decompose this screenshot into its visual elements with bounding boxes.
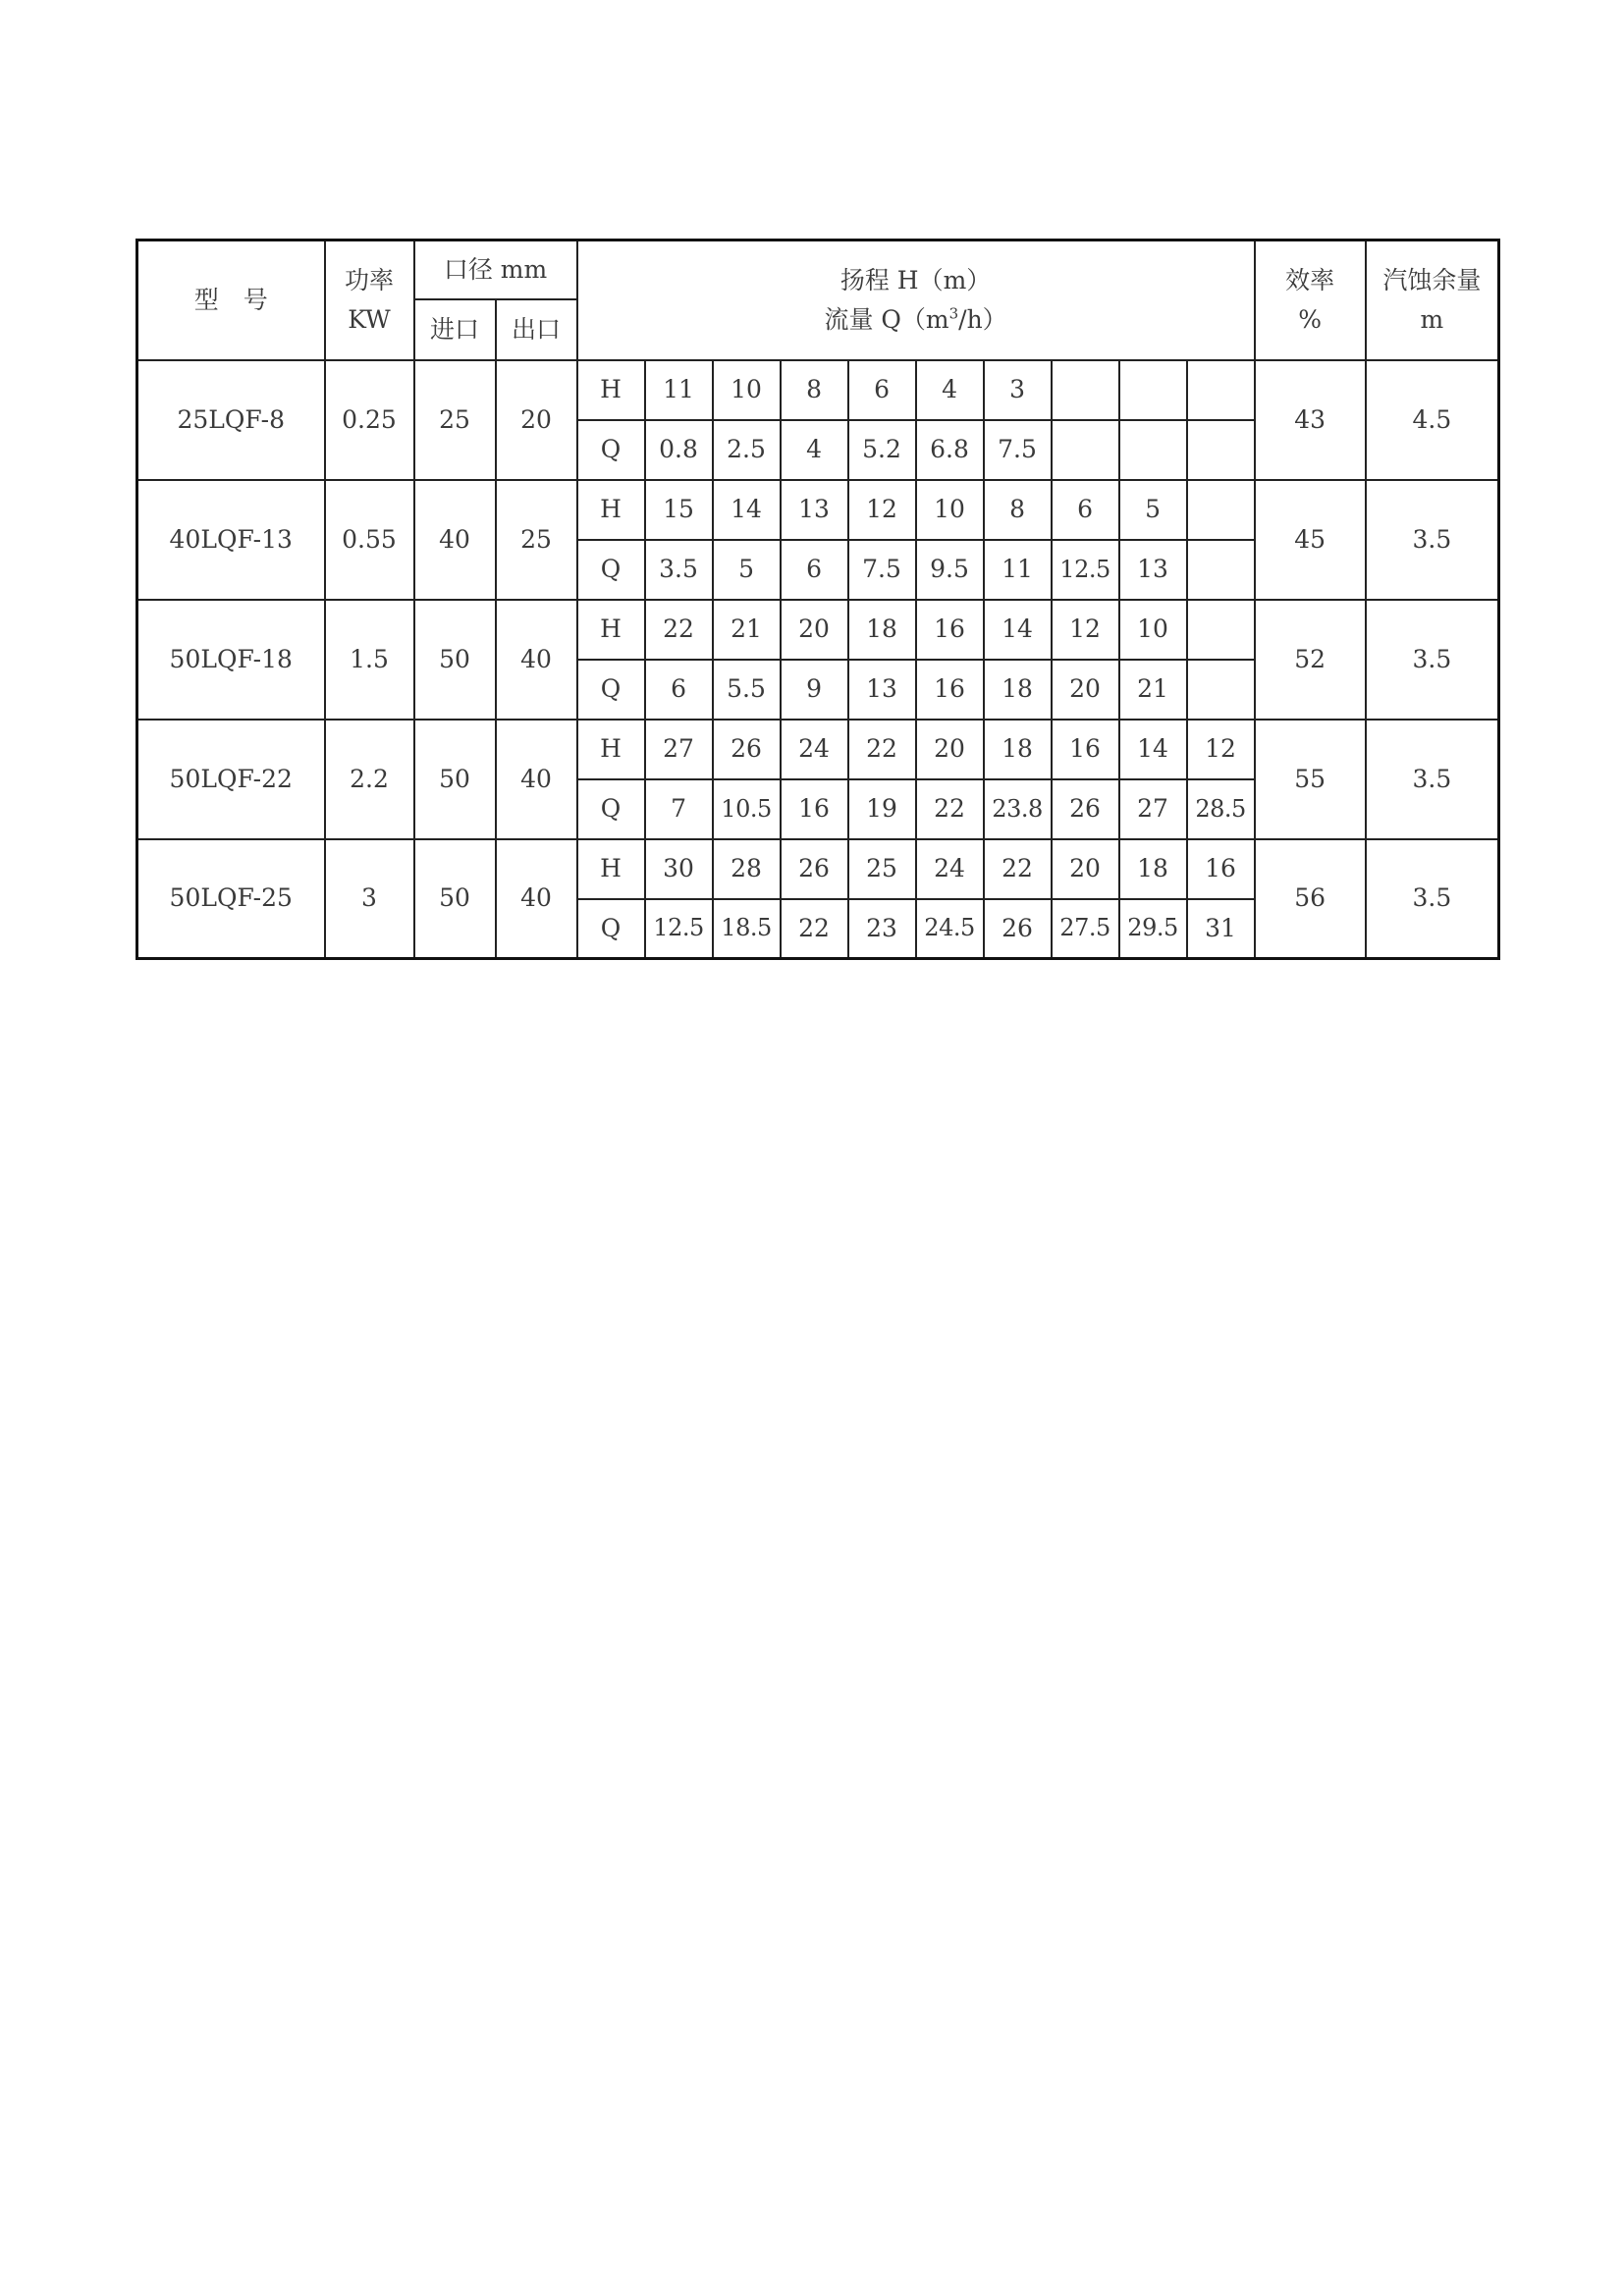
flow-value-cell: 31 [1187,899,1255,959]
flow-value-cell: 24.5 [916,899,984,959]
header-flow-suffix: /h） [958,304,1007,334]
flow-value-cell: 2.5 [713,420,781,480]
flow-value-cell: 4 [781,420,848,480]
outlet-cell: 40 [496,839,577,959]
table-row [137,600,1499,660]
head-value-cell: 16 [1187,839,1255,899]
flow-value-cell: 27.5 [1052,899,1119,959]
efficiency-cell: 43 [1255,360,1366,480]
header-outlet: 出口 [496,299,577,360]
head-value-cell: 30 [645,839,713,899]
head-value-cell: 18 [848,600,916,660]
head-value-cell: 5 [1119,480,1187,540]
flow-value-cell: 7.5 [984,420,1052,480]
model-cell: 50LQF-18 [137,600,325,720]
flow-value-cell: 16 [781,779,848,839]
flow-value-cell [1052,420,1119,480]
head-value-cell: 3 [984,360,1052,420]
model-cell: 25LQF-8 [137,360,325,480]
head-value-cell: 21 [713,600,781,660]
header-power [325,240,414,360]
outlet-cell: 40 [496,720,577,839]
flow-value-cell: 22 [916,779,984,839]
npsh-cell: 4.5 [1366,360,1499,480]
head-value-cell: 22 [984,839,1052,899]
head-value-cell: 6 [848,360,916,420]
head-label-cell: H [577,360,645,420]
flow-value-cell: 23 [848,899,916,959]
head-value-cell: 13 [781,480,848,540]
head-value-cell: 15 [645,480,713,540]
flow-value-cell: 3.5 [645,540,713,600]
head-value-cell: 14 [1119,720,1187,779]
flow-value-cell: 20 [1052,660,1119,720]
head-value-cell: 26 [781,839,848,899]
flow-value-cell: 19 [848,779,916,839]
head-value-cell: 24 [781,720,848,779]
head-value-cell: 10 [1119,600,1187,660]
head-value-cell: 8 [781,360,848,420]
flow-value-cell: 10.5 [713,779,781,839]
head-value-cell: 24 [916,839,984,899]
table-row [137,360,1499,420]
flow-value-cell: 0.8 [645,420,713,480]
efficiency-cell: 45 [1255,480,1366,600]
flow-value-cell: 5.5 [713,660,781,720]
flow-value-cell: 7 [645,779,713,839]
efficiency-cell: 52 [1255,600,1366,720]
head-value-cell [1052,360,1119,420]
header-model: 型 号 [137,240,325,360]
flow-value-cell [1187,540,1255,600]
efficiency-cell: 55 [1255,720,1366,839]
head-value-cell: 6 [1052,480,1119,540]
inlet-cell: 40 [414,480,496,600]
flow-value-cell: 6.8 [916,420,984,480]
head-value-cell: 14 [713,480,781,540]
head-value-cell: 22 [645,600,713,660]
header-inlet: 进口 [414,299,496,360]
head-value-cell: 22 [848,720,916,779]
header-head: 扬程 H（m） [839,265,992,294]
head-value-cell: 18 [1119,839,1187,899]
head-value-cell: 12 [1187,720,1255,779]
head-value-cell: 27 [645,720,713,779]
table-row [137,839,1499,899]
model-cell: 50LQF-22 [137,720,325,839]
head-value-cell: 20 [1052,839,1119,899]
npsh-cell: 3.5 [1366,480,1499,600]
table-row [137,720,1499,779]
flow-value-cell: 13 [1119,540,1187,600]
inlet-cell: 50 [414,720,496,839]
flow-value-cell: 21 [1119,660,1187,720]
head-value-cell [1187,360,1255,420]
efficiency-cell: 56 [1255,839,1366,959]
head-value-cell: 12 [848,480,916,540]
head-value-cell: 18 [984,720,1052,779]
head-label-cell: H [577,480,645,540]
flow-value-cell: 26 [984,899,1052,959]
power-cell: 3 [325,839,414,959]
header-npsh-unit: m [1420,304,1444,334]
head-value-cell: 16 [1052,720,1119,779]
flow-value-cell: 29.5 [1119,899,1187,959]
flow-value-cell: 11 [984,540,1052,600]
head-value-cell: 14 [984,600,1052,660]
flow-value-cell: 23.8 [984,779,1052,839]
flow-value-cell: 18.5 [713,899,781,959]
flow-value-cell: 18 [984,660,1052,720]
head-value-cell: 10 [713,360,781,420]
flow-value-cell: 5.2 [848,420,916,480]
inlet-cell: 50 [414,839,496,959]
head-value-cell: 4 [916,360,984,420]
power-cell: 2.2 [325,720,414,839]
flow-value-cell: 27 [1119,779,1187,839]
head-label-cell: H [577,720,645,779]
flow-value-cell: 12.5 [1052,540,1119,600]
flow-value-cell: 28.5 [1187,779,1255,839]
head-label-cell: H [577,839,645,899]
header-head-flow [577,240,1255,360]
header-npsh-label: 汽蚀余量 [1382,265,1482,294]
header-npsh [1366,240,1499,360]
head-value-cell: 11 [645,360,713,420]
model-cell: 50LQF-25 [137,839,325,959]
outlet-cell: 40 [496,600,577,720]
head-value-cell: 20 [916,720,984,779]
flow-value-cell [1187,420,1255,480]
flow-label-cell: Q [577,660,645,720]
head-value-cell: 28 [713,839,781,899]
outlet-cell: 20 [496,360,577,480]
flow-value-cell: 13 [848,660,916,720]
flow-value-cell: 9.5 [916,540,984,600]
inlet-cell: 50 [414,600,496,720]
table-row [137,480,1499,540]
power-cell: 0.25 [325,360,414,480]
head-value-cell [1187,480,1255,540]
head-value-cell [1187,600,1255,660]
pump-spec-table [135,239,1500,960]
flow-label-cell: Q [577,420,645,480]
head-value-cell: 16 [916,600,984,660]
inlet-cell: 25 [414,360,496,480]
outlet-cell: 25 [496,480,577,600]
head-value-cell: 25 [848,839,916,899]
npsh-cell: 3.5 [1366,720,1499,839]
header-efficiency-unit: % [1298,304,1322,334]
flow-label-cell: Q [577,779,645,839]
model-cell: 40LQF-13 [137,480,325,600]
header-row-1 [137,240,1499,299]
flow-value-cell [1187,660,1255,720]
head-value-cell: 26 [713,720,781,779]
flow-value-cell: 6 [781,540,848,600]
head-value-cell: 20 [781,600,848,660]
flow-value-cell: 9 [781,660,848,720]
npsh-cell: 3.5 [1366,600,1499,720]
power-cell: 0.55 [325,480,414,600]
flow-label-cell: Q [577,540,645,600]
flow-value-cell: 5 [713,540,781,600]
header-efficiency [1255,240,1366,360]
npsh-cell: 3.5 [1366,839,1499,959]
flow-value-cell: 12.5 [645,899,713,959]
header-flow [578,305,1254,335]
head-value-cell: 12 [1052,600,1119,660]
header-flow-prefix: 流量 Q（m [824,304,949,334]
flow-value-cell: 7.5 [848,540,916,600]
head-value-cell [1119,360,1187,420]
flow-value-cell: 16 [916,660,984,720]
header-efficiency-label: 效率 [1285,265,1335,294]
header-flow-sup: 3 [948,304,959,323]
head-value-cell: 10 [916,480,984,540]
head-label-cell: H [577,600,645,660]
head-value-cell: 8 [984,480,1052,540]
flow-label-cell: Q [577,899,645,959]
flow-value-cell: 22 [781,899,848,959]
header-caliber: 口径 mm [414,240,577,299]
flow-value-cell [1119,420,1187,480]
power-cell: 1.5 [325,600,414,720]
flow-value-cell: 26 [1052,779,1119,839]
flow-value-cell: 6 [645,660,713,720]
header-power-unit: KW [348,304,391,334]
header-power-label: 功率 [344,265,394,294]
